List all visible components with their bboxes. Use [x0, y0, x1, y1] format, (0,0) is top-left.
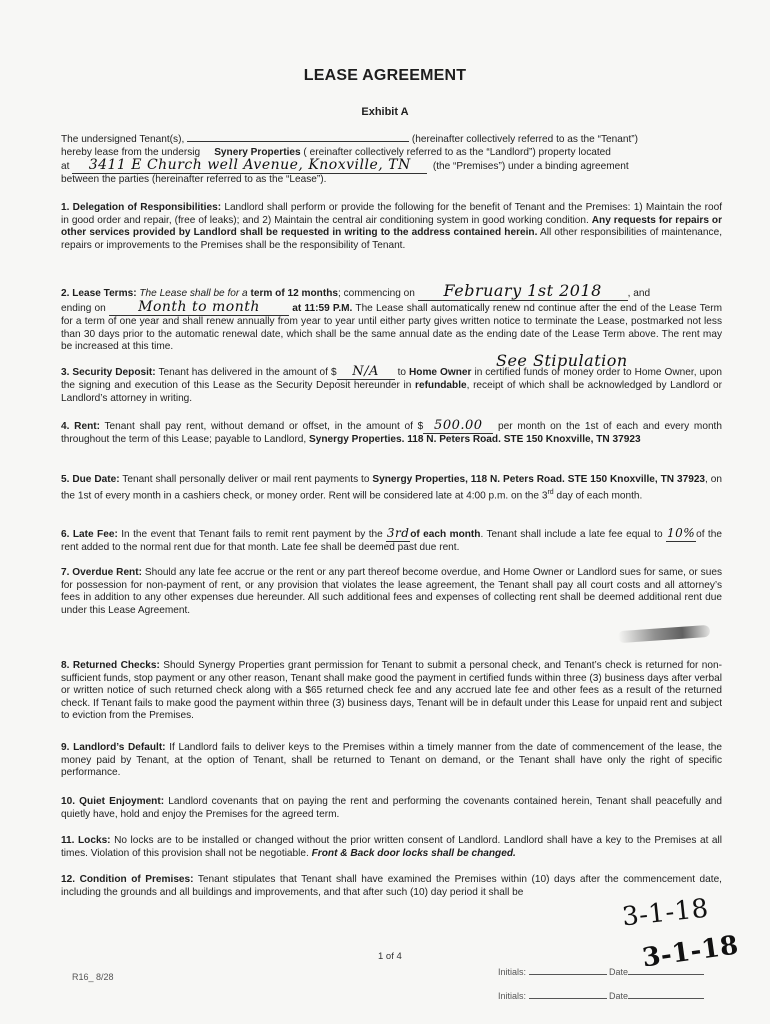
- section-text-bold: at 11:59 P.M.: [292, 303, 353, 314]
- section-heading: 9. Landlord’s Default:: [61, 742, 166, 753]
- section-1: [61, 202, 722, 252]
- late-day-handwritten: 3rd: [386, 526, 410, 540]
- section-text: Tenant shall pay rent, without demand or offset, in the amount of $: [104, 421, 424, 432]
- initials-label: Initials:: [498, 967, 527, 977]
- section-text: Tenant has delivered in the amount of $: [158, 367, 337, 378]
- section-heading: 1. Delegation of Responsibilities:: [61, 202, 222, 213]
- section-heading: 2. Lease Terms:: [61, 288, 137, 299]
- date-field-1[interactable]: [628, 974, 704, 975]
- intro-text: hereby lease from the undersig: [61, 146, 201, 158]
- section-text-bold: Home Owner: [409, 367, 472, 378]
- section-5: [61, 474, 722, 503]
- lease-start-handwritten: February 1st 2018: [443, 281, 602, 300]
- section-text: The Lease shall be for a: [139, 288, 248, 299]
- form-code: R16_ 8/28: [72, 972, 114, 982]
- section-text: ; commencing on: [337, 288, 415, 299]
- section-text: per month on the 1st of each and every month throughout the term of this Lease; payable to Landlord,: [61, 421, 722, 445]
- date-field-2[interactable]: [628, 998, 704, 999]
- section-text: in certified funds or money order to Home Owner, upon the signing and execution of this Lease as the Security Deposit hereunder in: [61, 367, 722, 391]
- section-text: . Tenant shall include a late fee equal to: [480, 529, 663, 540]
- landlord-name: y Properties: [242, 146, 301, 158]
- section-text: day of each month.: [556, 489, 643, 501]
- section-heading: 4. Rent:: [61, 421, 100, 432]
- section-heading: 3. Security Deposit:: [61, 367, 156, 378]
- section-7: [61, 567, 722, 617]
- section-text: If Landlord fails to deliver keys to the Premises within a timely manner from the date of commencement of the lease, the money paid by Tenant, at the option of Tenant, shall be returned to Tenant on demand, or the Tenant shall have only the right of specific performance.: [61, 742, 722, 779]
- landlord-address: Synergy Properties, 118 N. Peters Road. STE 150 Knoxville, TN 37923: [372, 474, 706, 485]
- section-text: , on the 1st of every month in a cashiers check, or money order. Rent will be considered late at 4:00 p.m. on the 3: [61, 474, 722, 501]
- section-heading: 10. Quiet Enjoyment:: [61, 796, 165, 807]
- document-title: LEASE AGREEMENT: [303, 67, 467, 84]
- section-heading: 5. Due Date:: [61, 474, 120, 485]
- intro-text: at: [61, 161, 70, 173]
- late-fee-pct-handwritten: 10%: [666, 526, 696, 540]
- premises-address-handwritten: 3411 E Church well Avenue, Knoxville, TN: [88, 157, 411, 174]
- section-text: to: [397, 367, 406, 378]
- initials-field-1[interactable]: [529, 974, 607, 975]
- section-text-bold: Any requests for repairs or other services provided by Landlord shall be requested in writing to the address contained herein.: [61, 214, 723, 239]
- section-text: Tenant shall personally deliver or mail rent payments to: [122, 474, 370, 485]
- landlord-name: Syner: [214, 146, 243, 158]
- section-heading: 7. Overdue Rent:: [61, 567, 142, 578]
- section-text-bold: refundable: [415, 380, 467, 391]
- date-label: Date: [609, 967, 629, 977]
- section-text: Tenant stipulates that Tenant shall have examined the Premises within (10) days after the commencement date, including the grounds and all buildings and improvements, and that after such (10) day period it shall be: [61, 874, 722, 898]
- section-text: , receipt of which shall be acknowledged by Landlord or Landlord’s attorney in writing.: [61, 380, 722, 404]
- section-text: No locks are to be installed or changed without the prior written consent of Landlord. Landlord shall have a key to the Premises at all times. Violation of this provision shall not be negotiable.: [61, 835, 723, 859]
- tenant-name-blank: [187, 131, 409, 142]
- rent-amount-field: [423, 420, 493, 434]
- date-label: Date: [609, 991, 629, 1001]
- section-text: , and: [627, 288, 651, 299]
- section-text-bold: of each month: [410, 529, 481, 540]
- section-heading: 6. Late Fee:: [61, 529, 118, 540]
- section-text: Landlord covenants that on paying the rent and performing the covenants contained herein, Tenant shall peacefully and quietly have, hold and enjoy the Premises for the agreed term.: [61, 796, 722, 820]
- section-text: In the event that Tenant fails to remit rent payment by the: [121, 529, 383, 540]
- security-deposit-field: [337, 366, 395, 380]
- section-text: Should any late fee accrue or the rent or any part thereof become overdue, and Home Owner or Landlord sues for same, or sues for possession for non-payment of rent, or any provision that violates the lease agreement, the Tenant shall pay all court costs and all attorney’s fees in addition to any other expenses due hereunder. All such additional fees and expenses of collecting rent shall be deemed additional rent due under this Lease Agreement.: [61, 567, 722, 616]
- section-text: rd: [547, 488, 554, 496]
- section-heading: 12. Condition of Premises:: [61, 874, 194, 885]
- scan-smudge: [618, 625, 711, 643]
- section-9: [61, 742, 722, 780]
- security-deposit-annotation: See Stipulation: [496, 351, 628, 370]
- section-8: [61, 660, 722, 723]
- section-text: ending on: [61, 303, 106, 314]
- section-text: All other responsibilities of maintenance, repairs or improvements to the Premises shall be the responsibility of Tenant.: [61, 227, 723, 251]
- intro-text: (: [303, 146, 307, 158]
- late-day-field: [386, 527, 410, 542]
- section-text: Should Synergy Properties grant permission for Tenant to submit a personal check, and Tenant’s check is returned for non-sufficient funds, stop payment or any other reason, Tenant shall make good the payment in certified funds within three (3) business days after verbal or written notice of such returned check along with a $65 returned check fee and any accrued late fee and other fees as a result of the returned check. If Tenant fails to make good the payment within three (3) business days, Tenant will be in default under this Lease for unpaid rent and subject to eviction from the Premises.: [61, 660, 723, 722]
- intro-text: ereinafter collectively referred to as the “Landlord”) property located: [309, 146, 611, 158]
- lease-start-field: [418, 281, 628, 301]
- page-number: 1 of 4: [378, 951, 402, 962]
- section-heading: 11. Locks:: [61, 835, 111, 846]
- initials-row-1: [498, 967, 704, 977]
- section-10: [61, 796, 722, 821]
- section-6: [61, 527, 722, 555]
- section-4: [61, 420, 722, 447]
- intro-text: between the parties (hereinafter referred to as the “Lease”).: [61, 174, 327, 186]
- handwritten-date-1: 3-1-18: [620, 893, 711, 933]
- section-text: nd continue after the end of the Lease Term for a term of one year and shall renew annually from year to year until either party gives written notice to terminate the Lease, postmarked not less than 30 days prior to the automatic renewal date, which shall be the same annual date as the ending date of the Lease Term above. The rent may be increased at this time.: [61, 303, 723, 353]
- lease-term: term of 12 months: [250, 288, 338, 299]
- section-text: of the rent added to the normal rent due for that month. Late fee shall be deemed past due rent.: [61, 529, 722, 553]
- landlord-address: Synergy Properties. 118 N. Peters Road. STE 150 Knoxville, TN 37923: [309, 434, 641, 445]
- handwritten-date-2: 3-1-18: [640, 930, 741, 974]
- intro-text: (the “Premises”) under a binding agreement: [432, 161, 629, 173]
- intro-text: The undersigned Tenant(s),: [61, 134, 185, 145]
- section-text: Landlord shall perform or provide the following for the benefit of Tenant and the Premises: 1) Maintain the roof in good order and repair, (free of leaks); and 2) Maintain the central air conditioning system in good working condition.: [61, 202, 722, 226]
- premises-address-field: [72, 159, 427, 174]
- intro-paragraph: [61, 131, 722, 187]
- initials-row-2: [498, 991, 704, 1001]
- lease-end-handwritten: Month to month: [138, 299, 260, 315]
- section-text: The Lease shall automatically renew: [355, 303, 521, 314]
- rent-amount-handwritten: 500.00: [434, 418, 483, 433]
- document-subtitle: Exhibit A: [361, 106, 409, 118]
- initials-label: Initials:: [498, 991, 527, 1001]
- intro-text: (hereinafter collectively referred to as the “Tenant”): [411, 134, 638, 145]
- lease-end-field: [109, 301, 289, 316]
- section-11: [61, 835, 722, 860]
- section-12: [61, 874, 722, 899]
- section-text-bold: Front & Back door locks shall be changed.: [311, 847, 516, 859]
- late-fee-pct-field: [666, 527, 696, 542]
- section-2: [61, 281, 723, 354]
- section-heading: 8. Returned Checks:: [61, 660, 160, 671]
- section-3: [61, 366, 722, 405]
- security-deposit-handwritten: N/A: [352, 364, 379, 379]
- initials-field-2[interactable]: [529, 998, 607, 999]
